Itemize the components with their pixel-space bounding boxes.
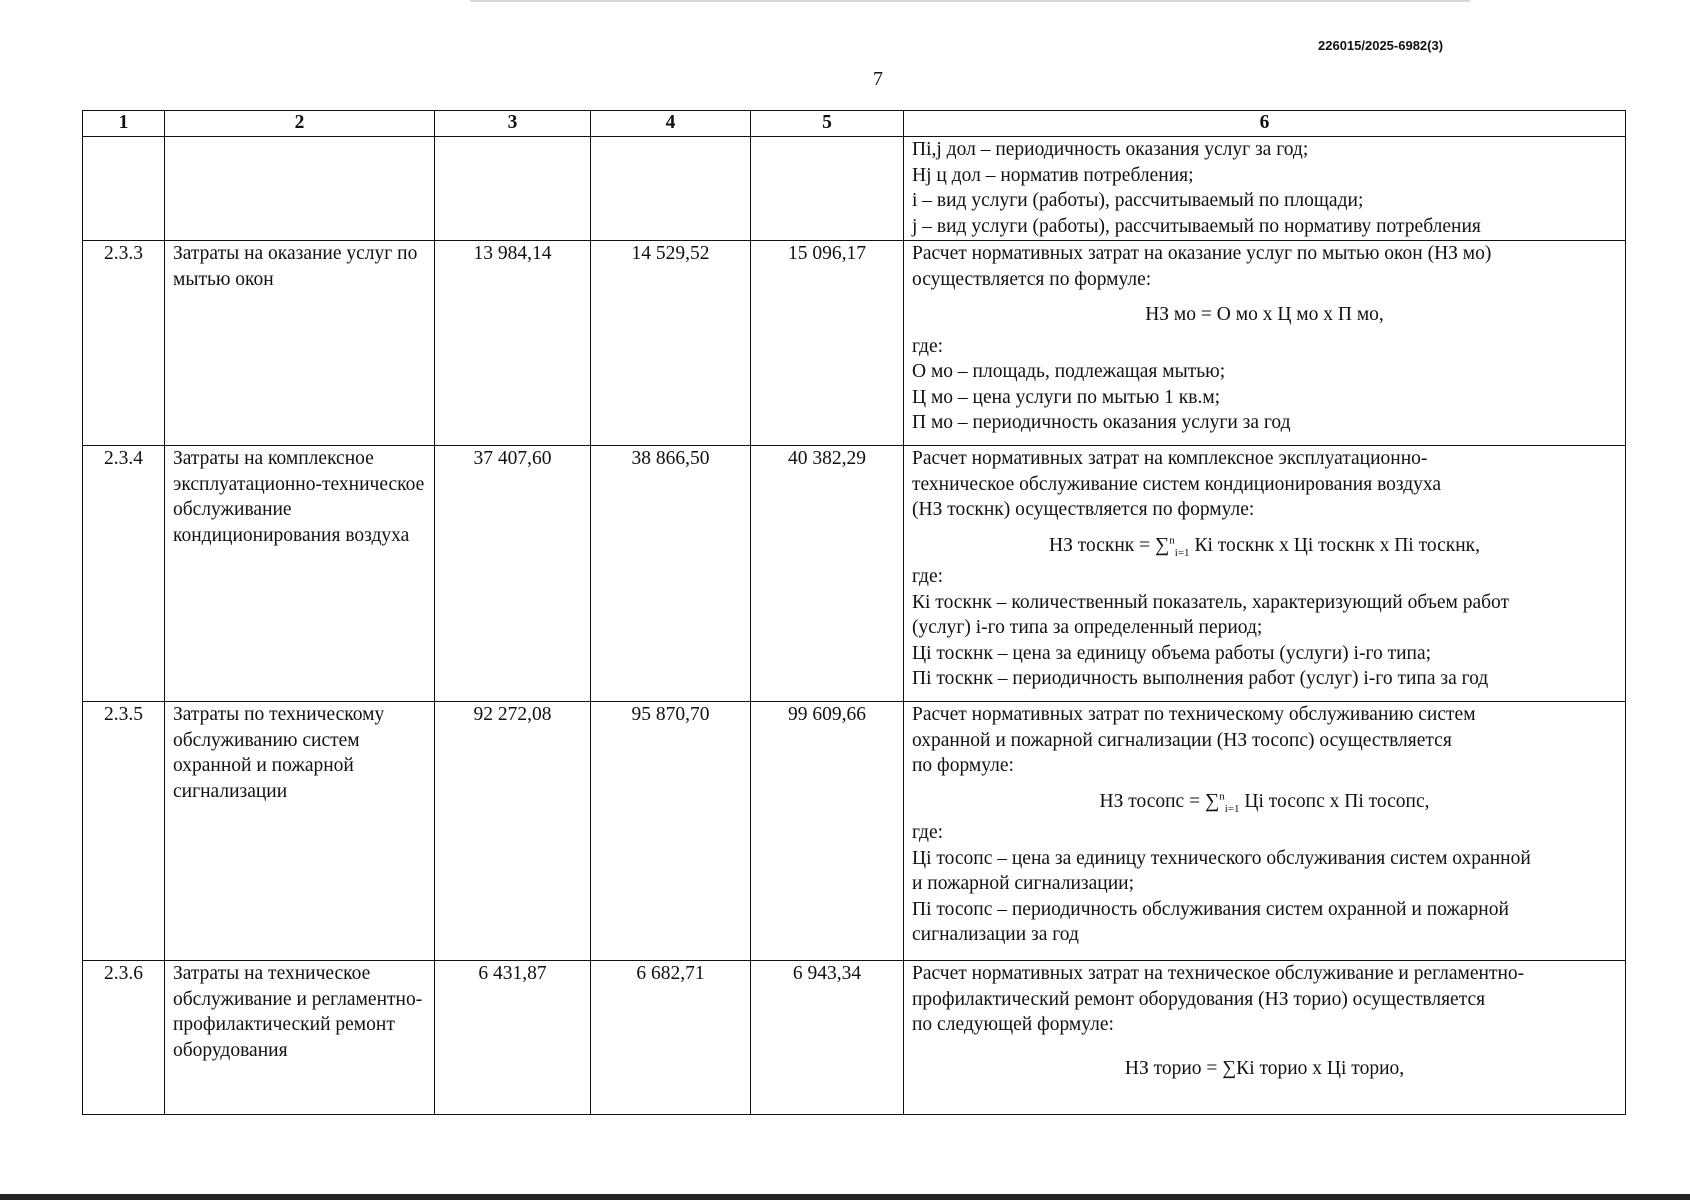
intro-line: техническое обслуживание систем кондиционирования воздуха [912,473,1442,495]
formula [912,533,1617,559]
scan-edge-bottom [0,1194,1690,1200]
description-line: j – вид услуги (работы), рассчитываемый по нормативу потребления [912,215,1481,237]
sum-upper: n [1169,534,1175,546]
row-name: Затраты на оказание услуг по мытью окон [165,241,435,446]
column-header-3: 3 [435,111,591,137]
row-number: 2.3.5 [83,702,165,961]
sum-upper: n [1219,790,1225,802]
column-header-1: 1 [83,111,165,137]
where-label: где: [912,335,944,357]
row-number: 2.3.6 [83,961,165,1115]
cell-description [904,137,1626,241]
definition-line: Пі тосопс – периодичность обслуживания систем охранной и пожарной [912,898,1509,920]
sum-symbol: ∑ [1155,533,1170,556]
intro-line: осуществляется по формуле: [912,268,1152,290]
where-label: где: [912,566,944,587]
column-header-5: 5 [751,111,904,137]
intro-line: охранной и пожарной сигнализации (НЗ тосопс) осуществляется [912,729,1452,751]
row-number: 2.3.4 [83,446,165,702]
row-name: Затраты на комплексное эксплуатационно-техническое обслуживание кондиционирования воздуха [165,446,435,702]
formula [912,789,1617,815]
definition-line: Пі тоскнк – периодичность выполнения работ (услуг) і-го типа за год [912,668,1489,689]
value-col-5: 99 609,66 [751,702,904,961]
sum-lower: i=1 [1174,546,1190,559]
cell-description [904,241,1626,446]
definition-line: Ц мо – цена услуги по мытью 1 кв.м; [912,386,1221,408]
intro-line: по формуле: [912,755,1014,776]
table-row [83,702,1626,961]
value-col-4: 14 529,52 [591,241,751,446]
cell-description [904,961,1626,1115]
value-col-3: 6 431,87 [435,961,591,1115]
definition-line: П мо – периодичность оказания услуги за год [912,412,1291,433]
value-col-4: 38 866,50 [591,446,751,702]
cell-description [904,446,1626,702]
formula: НЗ торио = ∑Кі торио х Ці торио, [1124,1057,1405,1079]
formula-right: Ці тосопс х Пі тосопс, [1239,790,1430,812]
value-col-4: 6 682,71 [591,961,751,1115]
definition-line: сигнализации за год [912,924,1079,945]
intro-line: профилактический ремонт оборудования (НЗ торио) осуществляется [912,988,1486,1010]
definition-line: (услуг) і-го типа за определенный период; [912,617,1263,638]
description-line: Нj ц дол – норматив потребления; [912,164,1194,186]
description-line: i – вид услуги (работы), рассчитываемый по площади; [912,190,1364,211]
value-col-3: 37 407,60 [435,446,591,702]
intro-line: (НЗ тоскнк) осуществляется по формуле: [912,499,1255,520]
intro-line: Расчет нормативных затрат на оказание услуг по мытью окон (НЗ мо) [912,243,1492,264]
definition-line: и пожарной сигнализации; [912,873,1134,894]
value-col-3: 13 984,14 [435,241,591,446]
column-header-4: 4 [591,111,751,137]
formula-left: НЗ тосопс = [1099,790,1205,812]
cell-num [83,137,165,241]
sum-symbol: ∑ [1204,789,1220,812]
value-col-3: 92 272,08 [435,702,591,961]
cell-name [165,137,435,241]
definition-line: Ці тоскнк – цена за единицу объема работы (услуги) і-го типа; [912,642,1432,664]
value-col-4: 95 870,70 [591,702,751,961]
definition-line: О мо – площадь, подлежащая мытью; [912,361,1226,382]
cell-value [751,137,904,241]
table-row [83,241,1626,446]
description-line: Пі,j дол – периодичность оказания услуг за год; [912,139,1309,160]
sum-lower: i=1 [1224,802,1240,815]
page-number: 7 [873,68,883,90]
table-row [83,446,1626,702]
intro-line: Расчет нормативных затрат на техническое обслуживание и регламентно- [912,963,1525,984]
column-header-6: 6 [904,111,1626,137]
cost-table [82,110,1626,1115]
definition-line: Ці тосопс – цена за единицу технического обслуживания систем охранной [912,847,1531,869]
where-label: где: [912,822,944,843]
column-header-2: 2 [165,111,435,137]
cell-value [591,137,751,241]
intro-line: Расчет нормативных затрат на комплексное эксплуатационно- [912,448,1428,469]
intro-line: Расчет нормативных затрат по техническому обслуживанию систем [912,704,1476,725]
cell-description [904,702,1626,961]
definition-line: Кі тоскнк – количественный показатель, характеризующий объем работ [912,591,1510,613]
value-col-5: 15 096,17 [751,241,904,446]
value-col-5: 40 382,29 [751,446,904,702]
cell-value [435,137,591,241]
formula: НЗ мо = О мо х Ц мо х П мо, [1145,304,1384,325]
formula-left: НЗ тоскнк = [1049,534,1156,556]
intro-line: по следующей формуле: [912,1014,1114,1035]
scan-edge-top [470,0,1470,2]
row-name: Затраты по техническому обслуживанию систем охранной и пожарной сигнализации [165,702,435,961]
value-col-5: 6 943,34 [751,961,904,1115]
column-header-row [83,111,1626,137]
formula-right: Кі тоскнк х Ці тоскнк х Пі тоскнк, [1189,534,1480,556]
document-id: 226015/2025-6982(3) [1318,38,1444,53]
row-name: Затраты на техническое обслуживание и регламентно-профилактический ремонт оборудования [165,961,435,1115]
table-row-continuation [83,137,1626,241]
table-row [83,961,1626,1115]
row-number: 2.3.3 [83,241,165,446]
